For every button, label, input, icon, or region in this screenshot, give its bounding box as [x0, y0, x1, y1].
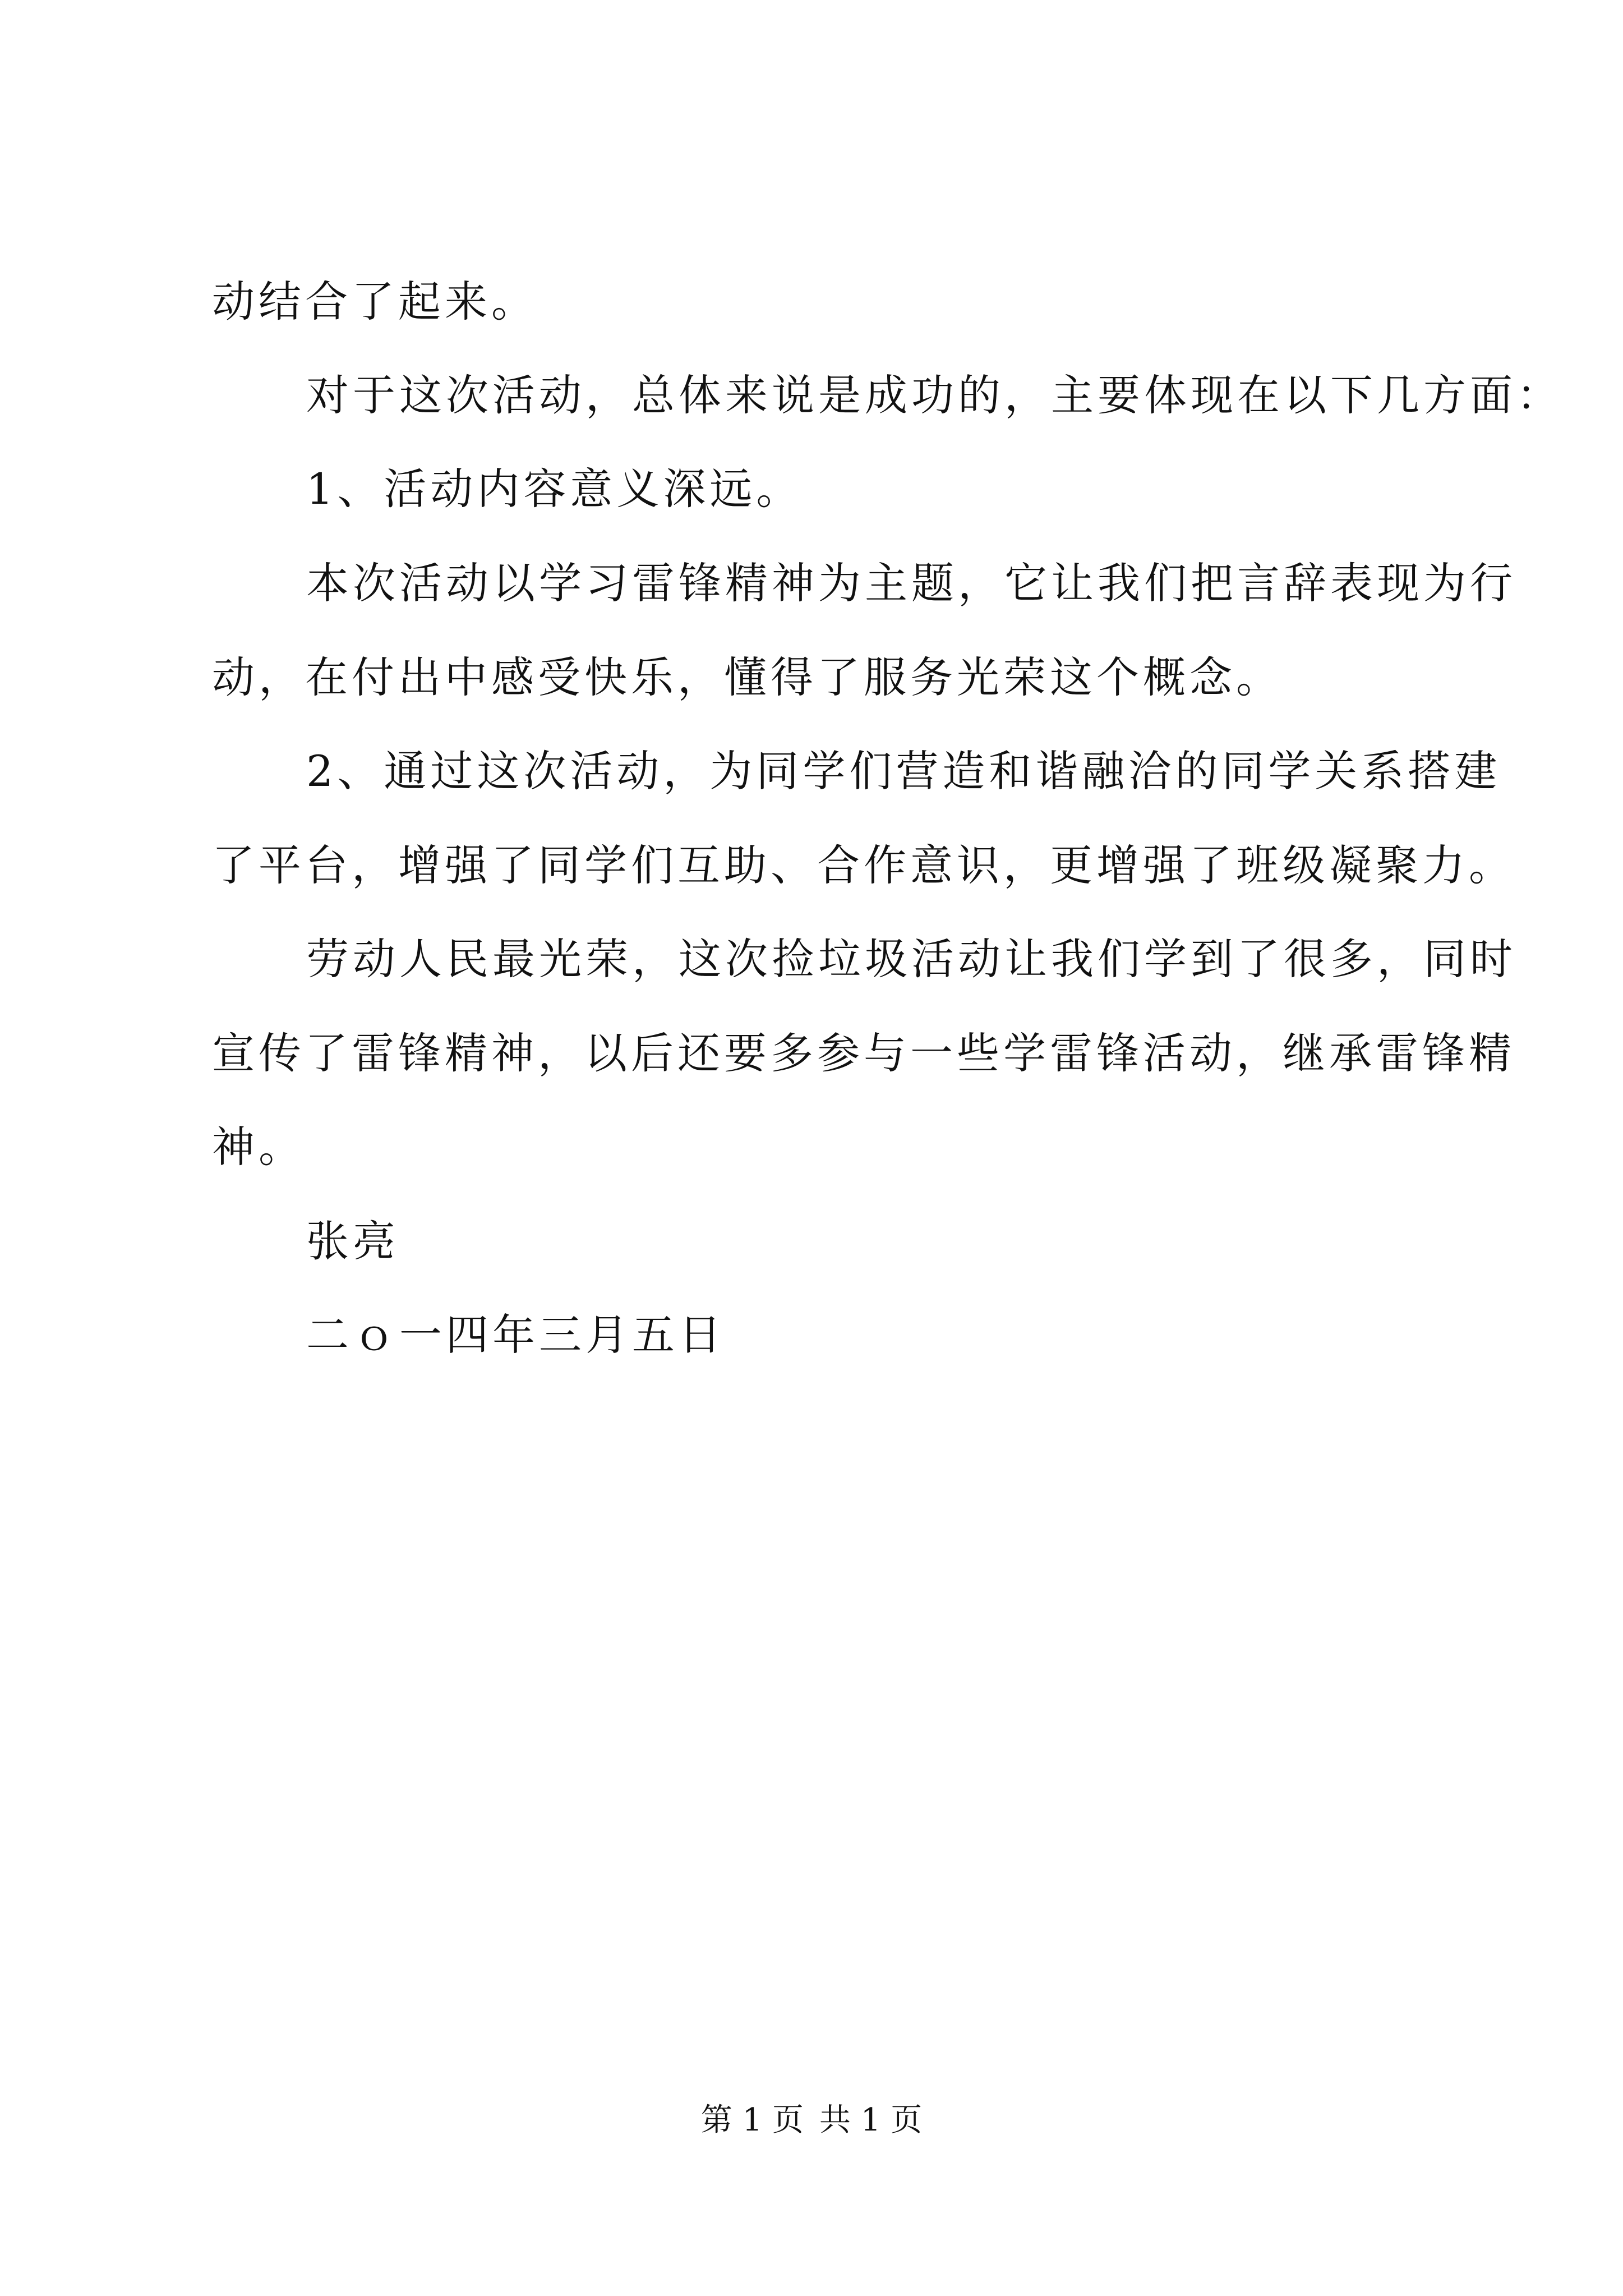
signature-date: 二ｏ一四年三月五日: [306, 1310, 725, 1360]
page-footer: [0, 2098, 1623, 2143]
paragraph-line-8: 劳动人民最光荣，这次捡垃圾活动让我们学到了很多，同时: [306, 934, 1516, 984]
paragraph-line-10: 神。: [212, 1122, 305, 1172]
paragraph-line-4: 本次活动以学习雷锋精神为主题，它让我们把言辞表现为行: [306, 558, 1516, 608]
page-total: 共 1 页: [819, 2102, 923, 2138]
signature-name: 张亮: [306, 1216, 399, 1266]
paragraph-line-3: 1、活动内容意义深远。: [306, 464, 803, 514]
paragraph-line-2: 对于这次活动，总体来说是成功的，主要体现在以下几方面：: [306, 370, 1563, 420]
paragraph-line-9: 宣传了雷锋精神，以后还要多参与一些学雷锋活动，继承雷锋精: [212, 1028, 1515, 1078]
page-number: 第 1 页: [700, 2102, 804, 2138]
paragraph-line-6: 2、通过这次活动，为同学们营造和谐融洽的同学关系搭建: [306, 746, 1501, 796]
paragraph-line-7: 了平台，增强了同学们互助、合作意识，更增强了班级凝聚力。: [212, 840, 1515, 890]
paragraph-line-5: 动，在付出中感受快乐，懂得了服务光荣这个概念。: [212, 652, 1283, 702]
paragraph-line-1: 动结合了起来。: [212, 277, 538, 326]
